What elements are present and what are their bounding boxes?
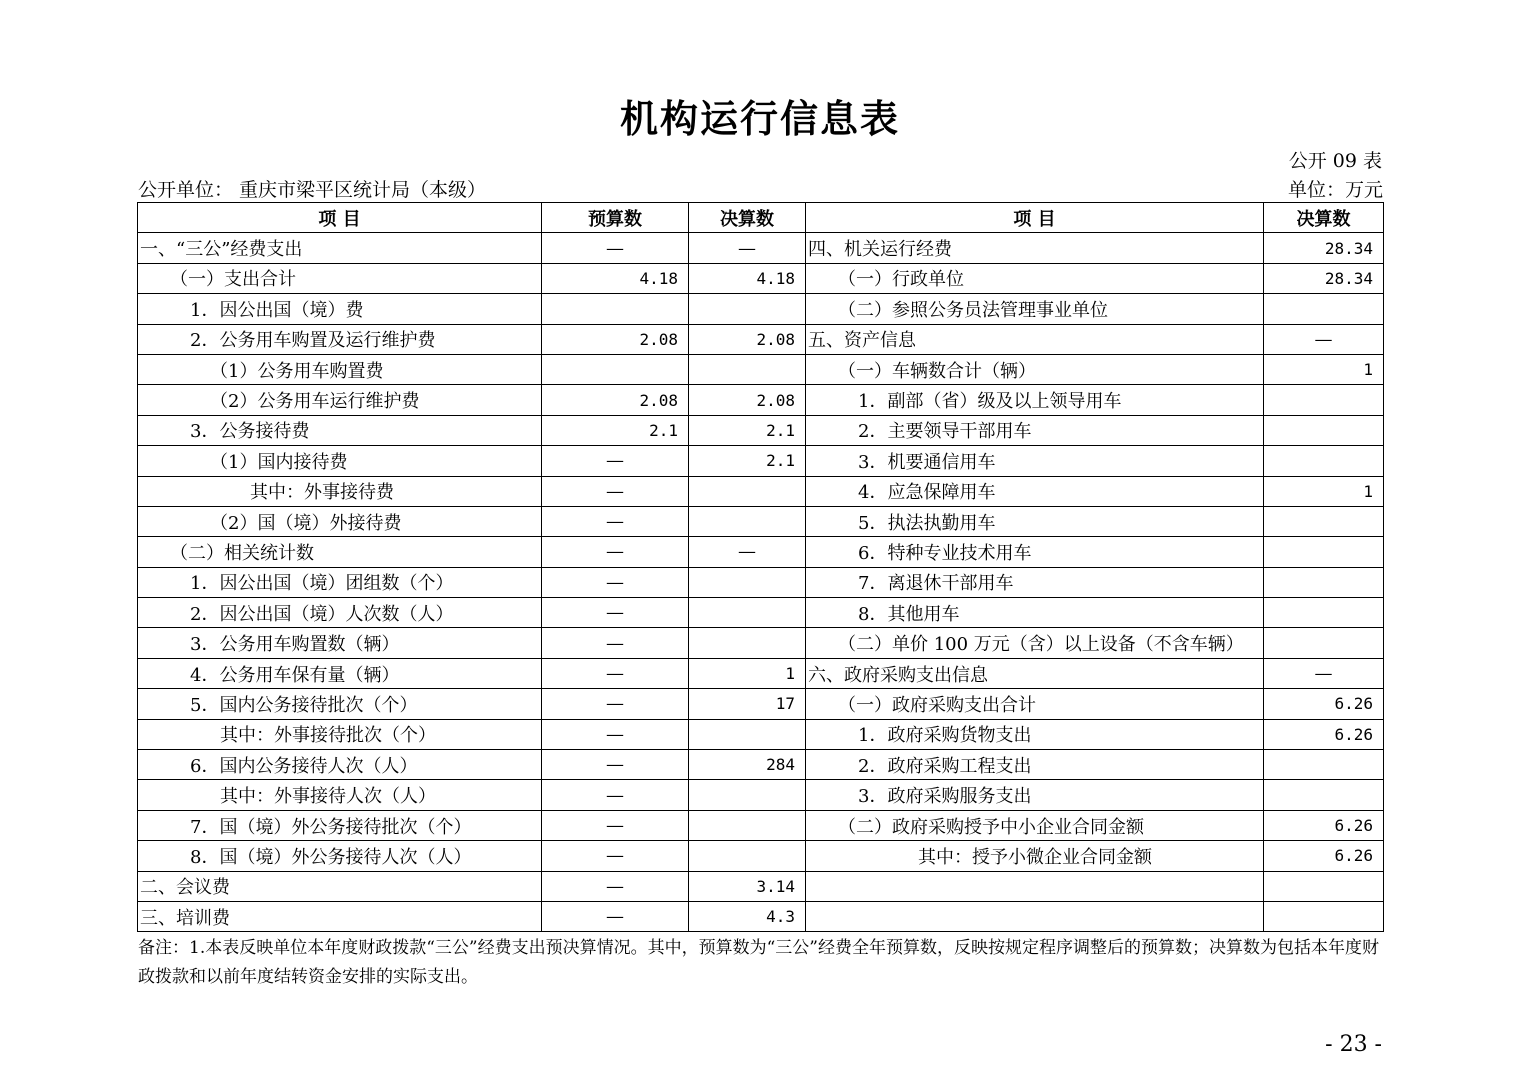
final-value-left bbox=[689, 598, 806, 628]
item-left: 1．因公出国（境）费 bbox=[138, 294, 542, 324]
header-final-left: 决算数 bbox=[689, 203, 806, 233]
final-value-right bbox=[1264, 294, 1384, 324]
item-right: 其中：授予小微企业合同金额 bbox=[806, 841, 1264, 871]
final-value-left bbox=[689, 294, 806, 324]
budget-value: — bbox=[542, 537, 689, 567]
item-left: 二、会议费 bbox=[138, 871, 542, 901]
table-row bbox=[138, 354, 1384, 384]
item-right: 4．应急保障用车 bbox=[806, 476, 1264, 506]
item-right: 5．执法执勤用车 bbox=[806, 506, 1264, 536]
final-value-right bbox=[1264, 780, 1384, 810]
item-left: 5．国内公务接待批次（个） bbox=[138, 689, 542, 719]
budget-value: 4.18 bbox=[542, 263, 689, 293]
item-right bbox=[806, 871, 1264, 901]
table-row bbox=[138, 506, 1384, 536]
budget-value bbox=[542, 354, 689, 384]
page-title: 机构运行信息表 bbox=[619, 97, 900, 141]
table-row bbox=[138, 658, 1384, 688]
budget-value: — bbox=[542, 567, 689, 597]
table-row bbox=[138, 841, 1384, 871]
final-value-right: 6.26 bbox=[1264, 719, 1384, 749]
item-left: 8．国（境）外公务接待人次（人） bbox=[138, 841, 542, 871]
final-value-right bbox=[1264, 506, 1384, 536]
item-right: （二）参照公务员法管理事业单位 bbox=[806, 294, 1264, 324]
final-value-left: 2.1 bbox=[689, 446, 806, 476]
item-right: 六、政府采购支出信息 bbox=[806, 658, 1264, 688]
header-final-right: 决算数 bbox=[1264, 203, 1384, 233]
budget-value: — bbox=[542, 780, 689, 810]
item-right: （一）车辆数合计（辆） bbox=[806, 354, 1264, 384]
item-right: 五、资产信息 bbox=[806, 324, 1264, 354]
footnote: 备注：1.本表反映单位本年度财政拨款“三公”经费支出预决算情况。其中，预算数为“三公”经费全年预算数，反映按规定程序调整后的预算数；决算数为包括本年度财政拨款和以前年度结转资金安排的实际支出。 bbox=[138, 938, 1379, 987]
final-value-right bbox=[1264, 567, 1384, 597]
final-value-right: 28.34 bbox=[1264, 263, 1384, 293]
final-value-right bbox=[1264, 871, 1384, 901]
item-left: 其中：外事接待批次（个） bbox=[138, 719, 542, 749]
final-value-right: 28.34 bbox=[1264, 233, 1384, 263]
budget-value: — bbox=[542, 628, 689, 658]
table-row bbox=[138, 263, 1384, 293]
item-right bbox=[806, 901, 1264, 931]
final-value-right bbox=[1264, 415, 1384, 445]
item-right: （二）政府采购授予中小企业合同金额 bbox=[806, 810, 1264, 840]
final-value-left bbox=[689, 506, 806, 536]
item-left: 2．因公出国（境）人次数（人） bbox=[138, 598, 542, 628]
table-row bbox=[138, 628, 1384, 658]
budget-value: — bbox=[542, 841, 689, 871]
budget-value: — bbox=[542, 476, 689, 506]
budget-value: — bbox=[542, 750, 689, 780]
final-value-right bbox=[1264, 446, 1384, 476]
table-row bbox=[138, 233, 1384, 263]
item-left: 3．公务用车购置数（辆） bbox=[138, 628, 542, 658]
item-left: 1．因公出国（境）团组数（个） bbox=[138, 567, 542, 597]
table-row bbox=[138, 476, 1384, 506]
item-right: （一）政府采购支出合计 bbox=[806, 689, 1264, 719]
final-value-right: — bbox=[1264, 324, 1384, 354]
unit-row bbox=[138, 175, 1383, 201]
final-value-left bbox=[689, 719, 806, 749]
final-value-left bbox=[689, 628, 806, 658]
final-value-right bbox=[1264, 537, 1384, 567]
item-right: 1．副部（省）级及以上领导用车 bbox=[806, 385, 1264, 415]
info-table bbox=[137, 202, 1384, 932]
header-item-left: 项 目 bbox=[138, 203, 542, 233]
table-row bbox=[138, 324, 1384, 354]
table-row bbox=[138, 598, 1384, 628]
item-left: 3．公务接待费 bbox=[138, 415, 542, 445]
item-right: 8．其他用车 bbox=[806, 598, 1264, 628]
table-row bbox=[138, 871, 1384, 901]
final-value-right: 6.26 bbox=[1264, 841, 1384, 871]
header-budget: 预算数 bbox=[542, 203, 689, 233]
budget-value: — bbox=[542, 901, 689, 931]
item-left: （一）支出合计 bbox=[138, 263, 542, 293]
budget-value: 2.08 bbox=[542, 324, 689, 354]
final-value-left bbox=[689, 841, 806, 871]
final-value-right: 1 bbox=[1264, 476, 1384, 506]
final-value-right bbox=[1264, 750, 1384, 780]
table-header-row bbox=[138, 203, 1384, 233]
final-value-left: 1 bbox=[689, 658, 806, 688]
budget-value: — bbox=[542, 658, 689, 688]
budget-value: — bbox=[542, 598, 689, 628]
budget-value: — bbox=[542, 446, 689, 476]
final-value-left bbox=[689, 354, 806, 384]
final-value-left: 17 bbox=[689, 689, 806, 719]
final-value-right: 6.26 bbox=[1264, 810, 1384, 840]
table-row bbox=[138, 719, 1384, 749]
final-value-left: 3.14 bbox=[689, 871, 806, 901]
final-value-right: 1 bbox=[1264, 354, 1384, 384]
final-value-left: 4.18 bbox=[689, 263, 806, 293]
budget-value: — bbox=[542, 719, 689, 749]
final-value-left: 2.08 bbox=[689, 324, 806, 354]
reporting-unit: 公开单位： 重庆市梁平区统计局（本级） bbox=[138, 179, 487, 201]
final-value-left bbox=[689, 810, 806, 840]
final-value-left: 2.1 bbox=[689, 415, 806, 445]
table-row bbox=[138, 689, 1384, 719]
budget-value: — bbox=[542, 506, 689, 536]
form-number: 公开 09 表 bbox=[1288, 150, 1382, 172]
item-right: 7．离退休干部用车 bbox=[806, 567, 1264, 597]
item-left: （2）国（境）外接待费 bbox=[138, 506, 542, 536]
budget-value: — bbox=[542, 233, 689, 263]
final-value-right bbox=[1264, 385, 1384, 415]
final-value-right: — bbox=[1264, 658, 1384, 688]
final-value-right bbox=[1264, 598, 1384, 628]
item-left: 2．公务用车购置及运行维护费 bbox=[138, 324, 542, 354]
final-value-left: 2.08 bbox=[689, 385, 806, 415]
table-row bbox=[138, 446, 1384, 476]
final-value-right bbox=[1264, 628, 1384, 658]
item-left: 一、“三公”经费支出 bbox=[138, 233, 542, 263]
item-right: 2．政府采购工程支出 bbox=[806, 750, 1264, 780]
table-row bbox=[138, 537, 1384, 567]
budget-value: — bbox=[542, 810, 689, 840]
final-value-right: 6.26 bbox=[1264, 689, 1384, 719]
final-value-left bbox=[689, 780, 806, 810]
final-value-left: — bbox=[689, 233, 806, 263]
budget-value: 2.1 bbox=[542, 415, 689, 445]
table-row bbox=[138, 780, 1384, 810]
final-value-left bbox=[689, 476, 806, 506]
header-item-right: 项 目 bbox=[806, 203, 1264, 233]
item-right: 3．机要通信用车 bbox=[806, 446, 1264, 476]
table-row bbox=[138, 901, 1384, 931]
item-right: 四、机关运行经费 bbox=[806, 233, 1264, 263]
item-right: 3．政府采购服务支出 bbox=[806, 780, 1264, 810]
item-left: （2）公务用车运行维护费 bbox=[138, 385, 542, 415]
final-value-left: 284 bbox=[689, 750, 806, 780]
currency-unit: 单位：万元 bbox=[1287, 179, 1383, 201]
item-right: （二）单价 100 万元（含）以上设备（不含车辆） bbox=[806, 628, 1264, 658]
item-left: 7．国（境）外公务接待批次（个） bbox=[138, 810, 542, 840]
table-row bbox=[138, 415, 1384, 445]
budget-value bbox=[542, 294, 689, 324]
final-value-right bbox=[1264, 901, 1384, 931]
table-row bbox=[138, 810, 1384, 840]
page-number: - 23 - bbox=[1325, 1032, 1382, 1057]
final-value-left: 4.3 bbox=[689, 901, 806, 931]
budget-value: 2.08 bbox=[542, 385, 689, 415]
item-left: 4．公务用车保有量（辆） bbox=[138, 658, 542, 688]
item-left: 6．国内公务接待人次（人） bbox=[138, 750, 542, 780]
item-left: （1）公务用车购置费 bbox=[138, 354, 542, 384]
item-left: （1）国内接待费 bbox=[138, 446, 542, 476]
table-body bbox=[138, 233, 1384, 932]
table-row bbox=[138, 567, 1384, 597]
final-value-left bbox=[689, 567, 806, 597]
budget-value: — bbox=[542, 871, 689, 901]
item-right: （一）行政单位 bbox=[806, 263, 1264, 293]
item-left: 三、培训费 bbox=[138, 901, 542, 931]
item-left: （二）相关统计数 bbox=[138, 537, 542, 567]
item-left: 其中：外事接待人次（人） bbox=[138, 780, 542, 810]
table-row bbox=[138, 750, 1384, 780]
table-row bbox=[138, 294, 1384, 324]
final-value-left: — bbox=[689, 537, 806, 567]
item-right: 1．政府采购货物支出 bbox=[806, 719, 1264, 749]
table-row bbox=[138, 385, 1384, 415]
item-right: 6．特种专业技术用车 bbox=[806, 537, 1264, 567]
budget-value: — bbox=[542, 689, 689, 719]
item-right: 2．主要领导干部用车 bbox=[806, 415, 1264, 445]
item-left: 其中：外事接待费 bbox=[138, 476, 542, 506]
